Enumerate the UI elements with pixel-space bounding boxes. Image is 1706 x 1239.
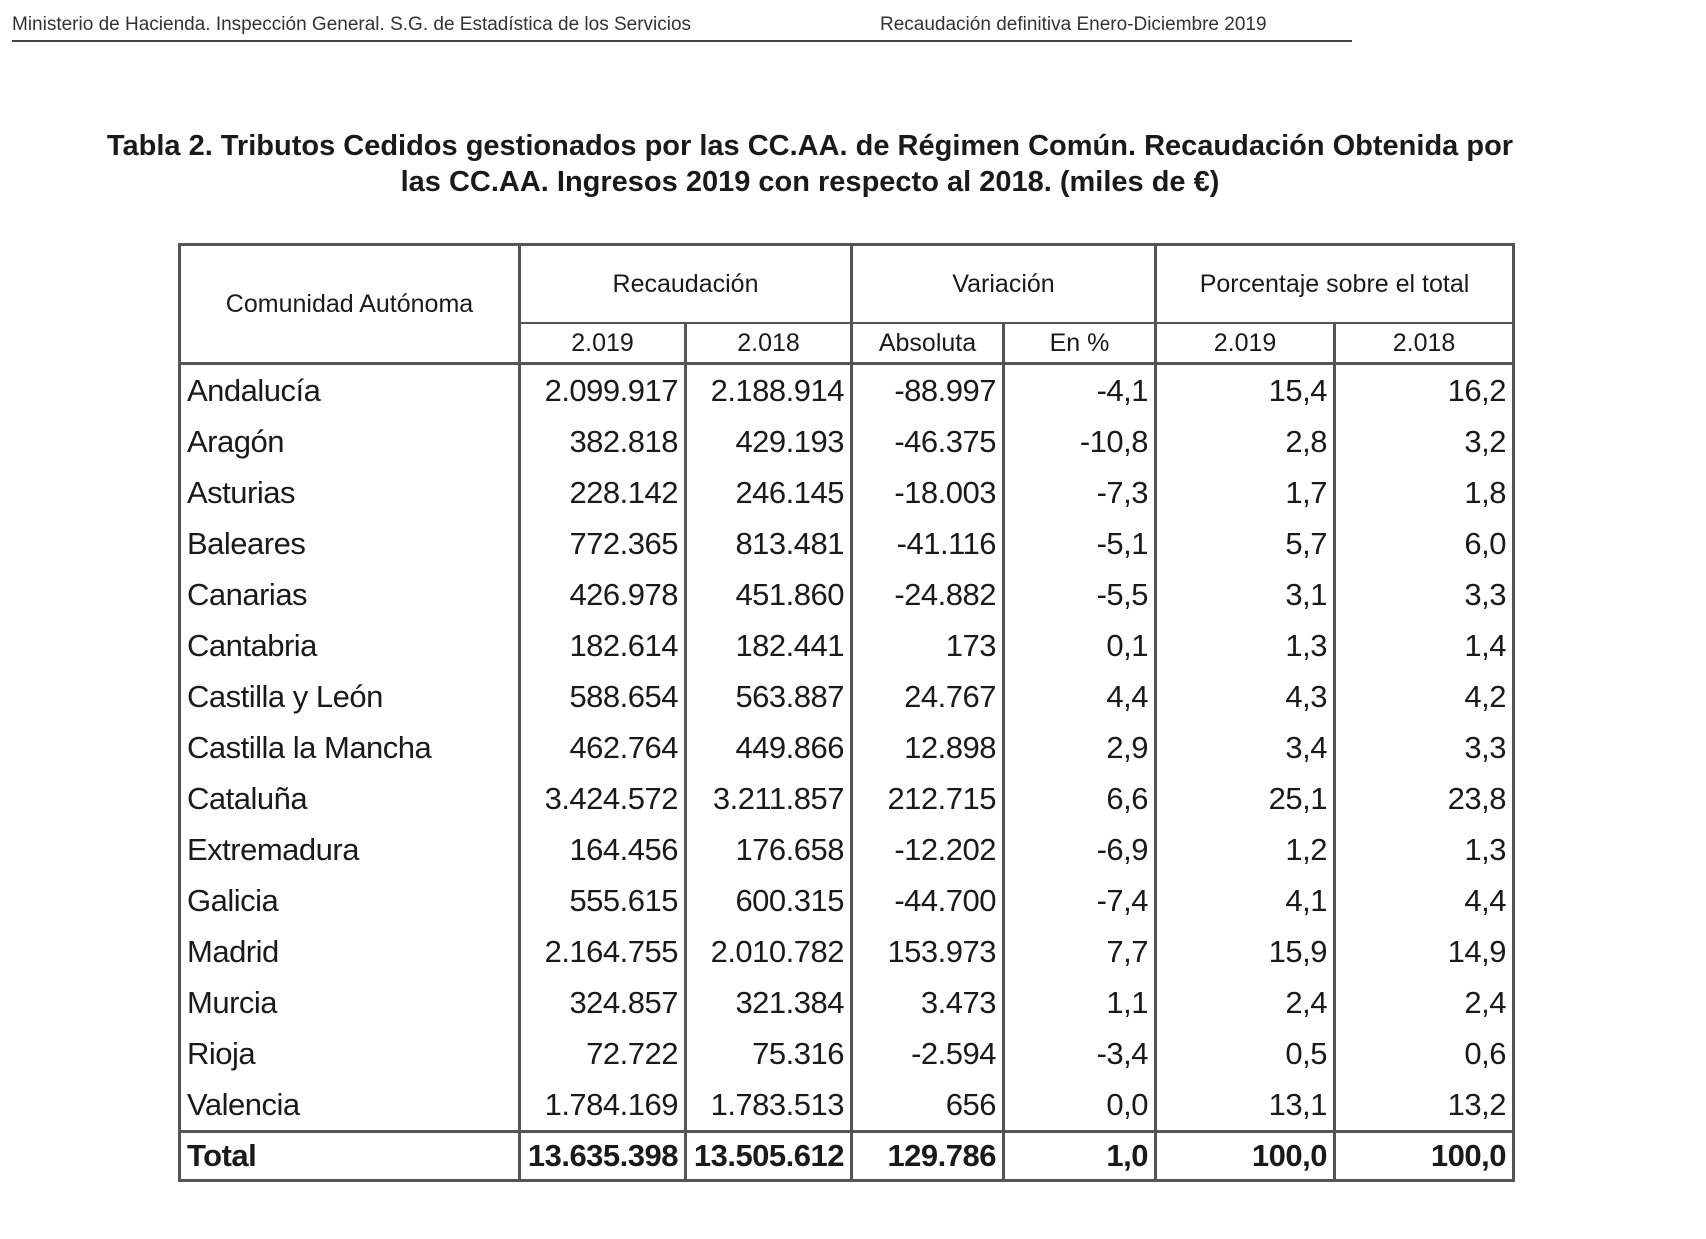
recaudacion-2019-cell: 426.978 bbox=[520, 569, 686, 620]
variacion-absoluta-cell: 3.473 bbox=[852, 977, 1004, 1028]
variacion-percent-cell: -6,9 bbox=[1004, 824, 1156, 875]
header-variacion: Variación bbox=[852, 245, 1156, 324]
recaudacion-2018-cell: 176.658 bbox=[686, 824, 852, 875]
community-cell: Rioja bbox=[180, 1028, 520, 1079]
total-recaudacion-2018-cell: 13.505.612 bbox=[686, 1132, 852, 1181]
porcentaje-2018-cell: 3,3 bbox=[1335, 722, 1514, 773]
variacion-percent-cell: 2,9 bbox=[1004, 722, 1156, 773]
variacion-percent-cell: -7,4 bbox=[1004, 875, 1156, 926]
porcentaje-2019-cell: 5,7 bbox=[1156, 518, 1335, 569]
table-row bbox=[180, 722, 1514, 773]
porcentaje-2019-cell: 2,4 bbox=[1156, 977, 1335, 1028]
recaudacion-2019-cell: 228.142 bbox=[520, 467, 686, 518]
variacion-absoluta-cell: 12.898 bbox=[852, 722, 1004, 773]
title-line-2: las CC.AA. Ingresos 2019 con respecto al 2018. (miles de €) bbox=[400, 166, 1220, 198]
recaudacion-2019-cell: 324.857 bbox=[520, 977, 686, 1028]
table-row bbox=[180, 518, 1514, 569]
variacion-percent-cell: -4,1 bbox=[1004, 364, 1156, 417]
community-cell: Galicia bbox=[180, 875, 520, 926]
table-row bbox=[180, 1028, 1514, 1079]
porcentaje-2018-cell: 14,9 bbox=[1335, 926, 1514, 977]
porcentaje-2018-cell: 0,6 bbox=[1335, 1028, 1514, 1079]
recaudacion-2018-cell: 449.866 bbox=[686, 722, 852, 773]
porcentaje-2018-cell: 2,4 bbox=[1335, 977, 1514, 1028]
variacion-absoluta-cell: 656 bbox=[852, 1079, 1004, 1132]
table-row bbox=[180, 824, 1514, 875]
recaudacion-2018-cell: 3.211.857 bbox=[686, 773, 852, 824]
subheader-recaudacion-2018: 2.018 bbox=[686, 323, 852, 364]
variacion-percent-cell: 6,6 bbox=[1004, 773, 1156, 824]
recaudacion-2019-cell: 72.722 bbox=[520, 1028, 686, 1079]
table-row bbox=[180, 416, 1514, 467]
porcentaje-2019-cell: 13,1 bbox=[1156, 1079, 1335, 1132]
header-community: Comunidad Autónoma bbox=[180, 245, 520, 364]
table-row bbox=[180, 364, 1514, 417]
recaudacion-2018-cell: 2.188.914 bbox=[686, 364, 852, 417]
table-row bbox=[180, 875, 1514, 926]
porcentaje-2018-cell: 1,4 bbox=[1335, 620, 1514, 671]
variacion-absoluta-cell: 173 bbox=[852, 620, 1004, 671]
community-cell: Andalucía bbox=[180, 364, 520, 417]
table-row bbox=[180, 977, 1514, 1028]
recaudacion-2018-cell: 2.010.782 bbox=[686, 926, 852, 977]
recaudacion-2018-cell: 75.316 bbox=[686, 1028, 852, 1079]
variacion-absoluta-cell: 153.973 bbox=[852, 926, 1004, 977]
community-cell: Cataluña bbox=[180, 773, 520, 824]
variacion-percent-cell: -5,1 bbox=[1004, 518, 1156, 569]
total-row bbox=[180, 1132, 1514, 1181]
table-body bbox=[180, 364, 1514, 1181]
total-variacion-absoluta-cell: 129.786 bbox=[852, 1132, 1004, 1181]
subheader-recaudacion-2019: 2.019 bbox=[520, 323, 686, 364]
recaudacion-2019-cell: 382.818 bbox=[520, 416, 686, 467]
total-recaudacion-2019-cell: 13.635.398 bbox=[520, 1132, 686, 1181]
porcentaje-2018-cell: 3,2 bbox=[1335, 416, 1514, 467]
table-row bbox=[180, 620, 1514, 671]
recaudacion-2019-cell: 772.365 bbox=[520, 518, 686, 569]
variacion-absoluta-cell: -46.375 bbox=[852, 416, 1004, 467]
recaudacion-2018-cell: 451.860 bbox=[686, 569, 852, 620]
header-report-period: Recaudación definitiva Enero-Diciembre 2019 bbox=[880, 14, 1267, 35]
recaudacion-2018-cell: 563.887 bbox=[686, 671, 852, 722]
porcentaje-2018-cell: 4,2 bbox=[1335, 671, 1514, 722]
table-row bbox=[180, 569, 1514, 620]
recaudacion-2019-cell: 2.099.917 bbox=[520, 364, 686, 417]
table-title bbox=[20, 128, 1600, 200]
recaudacion-2018-cell: 813.481 bbox=[686, 518, 852, 569]
variacion-absoluta-cell: -12.202 bbox=[852, 824, 1004, 875]
variacion-percent-cell: 0,1 bbox=[1004, 620, 1156, 671]
porcentaje-2019-cell: 2,8 bbox=[1156, 416, 1335, 467]
recaudacion-2018-cell: 182.441 bbox=[686, 620, 852, 671]
porcentaje-2019-cell: 3,1 bbox=[1156, 569, 1335, 620]
porcentaje-2018-cell: 4,4 bbox=[1335, 875, 1514, 926]
variacion-absoluta-cell: -44.700 bbox=[852, 875, 1004, 926]
porcentaje-2019-cell: 15,4 bbox=[1156, 364, 1335, 417]
porcentaje-2018-cell: 13,2 bbox=[1335, 1079, 1514, 1132]
recaudacion-2018-cell: 246.145 bbox=[686, 467, 852, 518]
variacion-percent-cell: -7,3 bbox=[1004, 467, 1156, 518]
page-header bbox=[12, 10, 1352, 42]
table-row bbox=[180, 671, 1514, 722]
header-recaudacion: Recaudación bbox=[520, 245, 852, 324]
table-row bbox=[180, 1079, 1514, 1132]
recaudacion-2018-cell: 1.783.513 bbox=[686, 1079, 852, 1132]
porcentaje-2018-cell: 23,8 bbox=[1335, 773, 1514, 824]
porcentaje-2019-cell: 15,9 bbox=[1156, 926, 1335, 977]
variacion-absoluta-cell: -88.997 bbox=[852, 364, 1004, 417]
table-row bbox=[180, 926, 1514, 977]
porcentaje-2019-cell: 1,2 bbox=[1156, 824, 1335, 875]
community-cell: Valencia bbox=[180, 1079, 520, 1132]
community-cell: Baleares bbox=[180, 518, 520, 569]
variacion-absoluta-cell: -24.882 bbox=[852, 569, 1004, 620]
porcentaje-2018-cell: 6,0 bbox=[1335, 518, 1514, 569]
variacion-absoluta-cell: -41.116 bbox=[852, 518, 1004, 569]
recaudacion-2019-cell: 164.456 bbox=[520, 824, 686, 875]
table-row bbox=[180, 773, 1514, 824]
subheader-variacion-absoluta: Absoluta bbox=[852, 323, 1004, 364]
variacion-percent-cell: 0,0 bbox=[1004, 1079, 1156, 1132]
total-porcentaje-2019-cell: 100,0 bbox=[1156, 1132, 1335, 1181]
recaudacion-2019-cell: 588.654 bbox=[520, 671, 686, 722]
variacion-percent-cell: 7,7 bbox=[1004, 926, 1156, 977]
recaudacion-2019-cell: 462.764 bbox=[520, 722, 686, 773]
total-porcentaje-2018-cell: 100,0 bbox=[1335, 1132, 1514, 1181]
recaudacion-table bbox=[178, 243, 1515, 1182]
porcentaje-2019-cell: 3,4 bbox=[1156, 722, 1335, 773]
title-line-1: Tabla 2. Tributos Cedidos gestionados por las CC.AA. de Régimen Común. Recaudación Obtenida por bbox=[106, 130, 1514, 162]
community-cell: Murcia bbox=[180, 977, 520, 1028]
header-ministry: Ministerio de Hacienda. Inspección General. S.G. de Estadística de los Servicios bbox=[12, 14, 692, 35]
community-cell: Cantabria bbox=[180, 620, 520, 671]
variacion-absoluta-cell: 24.767 bbox=[852, 671, 1004, 722]
variacion-percent-cell: 4,4 bbox=[1004, 671, 1156, 722]
subheader-variacion-percent: En % bbox=[1004, 323, 1156, 364]
recaudacion-2019-cell: 555.615 bbox=[520, 875, 686, 926]
table-row bbox=[180, 467, 1514, 518]
community-cell: Canarias bbox=[180, 569, 520, 620]
porcentaje-2019-cell: 4,3 bbox=[1156, 671, 1335, 722]
porcentaje-2018-cell: 16,2 bbox=[1335, 364, 1514, 417]
header-porcentaje: Porcentaje sobre el total bbox=[1156, 245, 1514, 324]
variacion-absoluta-cell: -18.003 bbox=[852, 467, 1004, 518]
recaudacion-2019-cell: 2.164.755 bbox=[520, 926, 686, 977]
community-cell: Extremadura bbox=[180, 824, 520, 875]
subheader-porcentaje-2019: 2.019 bbox=[1156, 323, 1335, 364]
variacion-percent-cell: 1,1 bbox=[1004, 977, 1156, 1028]
community-cell: Castilla la Mancha bbox=[180, 722, 520, 773]
porcentaje-2019-cell: 0,5 bbox=[1156, 1028, 1335, 1079]
porcentaje-2018-cell: 3,3 bbox=[1335, 569, 1514, 620]
recaudacion-2018-cell: 321.384 bbox=[686, 977, 852, 1028]
community-cell: Aragón bbox=[180, 416, 520, 467]
subheader-porcentaje-2018: 2.018 bbox=[1335, 323, 1514, 364]
porcentaje-2018-cell: 1,3 bbox=[1335, 824, 1514, 875]
variacion-percent-cell: -10,8 bbox=[1004, 416, 1156, 467]
variacion-absoluta-cell: -2.594 bbox=[852, 1028, 1004, 1079]
total-community-cell: Total bbox=[180, 1132, 520, 1181]
recaudacion-2018-cell: 600.315 bbox=[686, 875, 852, 926]
community-cell: Madrid bbox=[180, 926, 520, 977]
porcentaje-2018-cell: 1,8 bbox=[1335, 467, 1514, 518]
variacion-absoluta-cell: 212.715 bbox=[852, 773, 1004, 824]
porcentaje-2019-cell: 25,1 bbox=[1156, 773, 1335, 824]
recaudacion-2019-cell: 1.784.169 bbox=[520, 1079, 686, 1132]
porcentaje-2019-cell: 1,7 bbox=[1156, 467, 1335, 518]
community-cell: Asturias bbox=[180, 467, 520, 518]
variacion-percent-cell: -3,4 bbox=[1004, 1028, 1156, 1079]
porcentaje-2019-cell: 4,1 bbox=[1156, 875, 1335, 926]
recaudacion-2019-cell: 182.614 bbox=[520, 620, 686, 671]
community-cell: Castilla y León bbox=[180, 671, 520, 722]
recaudacion-2018-cell: 429.193 bbox=[686, 416, 852, 467]
variacion-percent-cell: -5,5 bbox=[1004, 569, 1156, 620]
porcentaje-2019-cell: 1,3 bbox=[1156, 620, 1335, 671]
total-variacion-percent-cell: 1,0 bbox=[1004, 1132, 1156, 1181]
recaudacion-2019-cell: 3.424.572 bbox=[520, 773, 686, 824]
